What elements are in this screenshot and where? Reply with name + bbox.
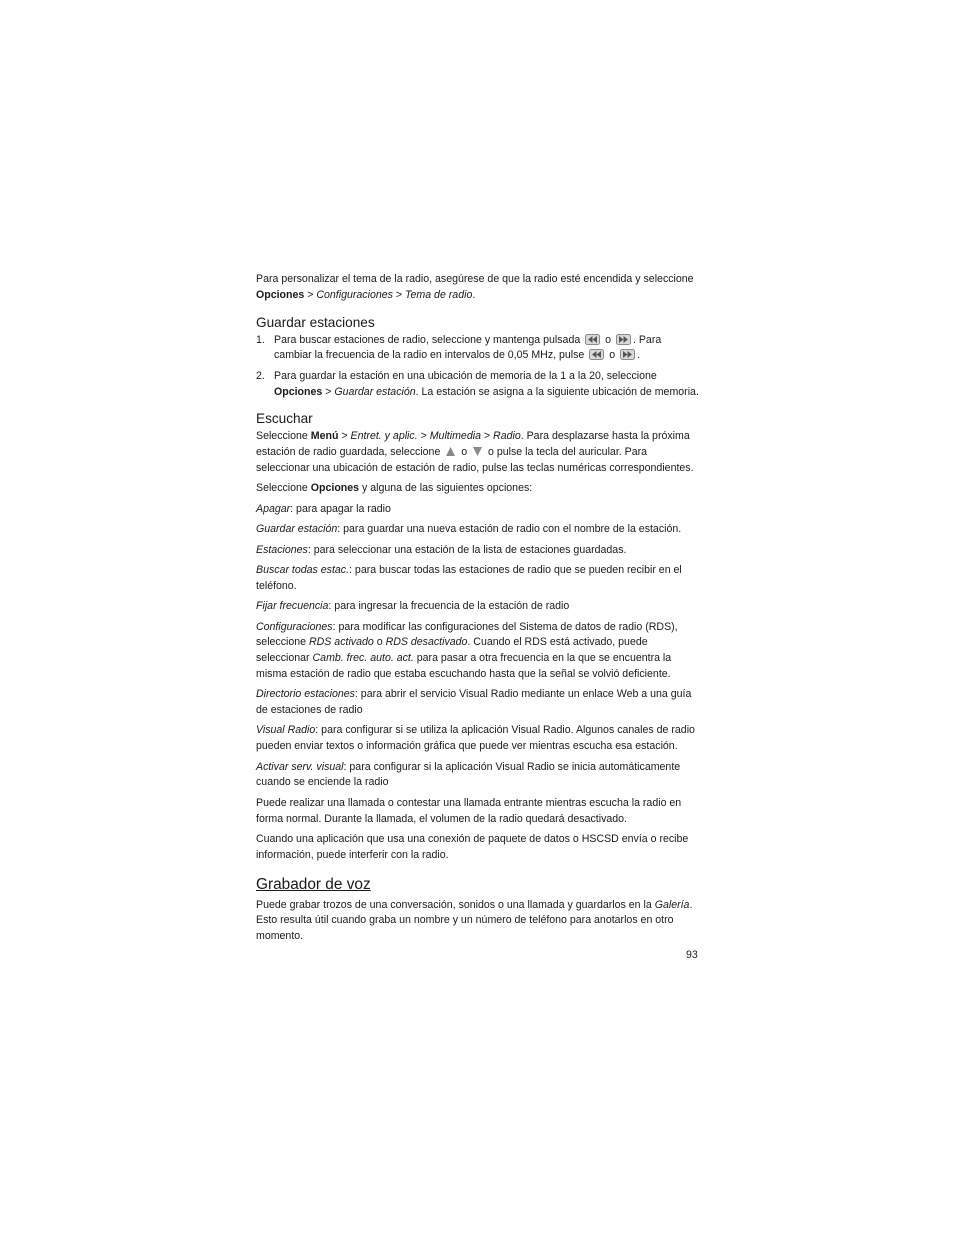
or-text: o bbox=[602, 333, 614, 346]
option-estaciones bbox=[256, 543, 701, 559]
option-desc: : para modificar las configuraciones del Sistema de datos de radio (RDS), seleccione bbox=[256, 620, 678, 649]
menu-multimedia: Multimedia bbox=[429, 430, 481, 443]
page-number: 93 bbox=[686, 949, 698, 961]
menu-radio: Radio bbox=[493, 430, 521, 443]
step-1 bbox=[256, 333, 701, 365]
option-term: Directorio estaciones bbox=[256, 688, 355, 701]
separator: > bbox=[304, 288, 317, 301]
menu-opciones: Opciones bbox=[256, 288, 305, 301]
option-desc: : para abrir el servicio Visual Radio mediante un enlace Web a una guía de estaciones de radio bbox=[256, 688, 692, 717]
option-desc: : para configurar si se utiliza la aplicación Visual Radio. Algunos canales de radio pueden enviar textos o información gráfica que puede ver mientras escucha esa estación. bbox=[256, 724, 695, 753]
step-text: . Para cambiar la frecuencia de la radio en intervalos de 0,05 MHz, pulse bbox=[274, 333, 662, 362]
or-text: o bbox=[606, 349, 619, 362]
intro-paragraph bbox=[256, 272, 701, 304]
menu-camb-frec: Camb. frec. auto. act. bbox=[312, 652, 414, 665]
page-content bbox=[256, 272, 701, 950]
separator: > bbox=[392, 288, 405, 301]
interference-paragraph: Cuando una aplicación que usa una conexión de paquete de datos o HSCSD envía o recibe información, puede interferir con la radio. bbox=[256, 833, 689, 861]
option-term: Guardar estación bbox=[256, 523, 338, 536]
fast-forward-icon bbox=[620, 349, 635, 360]
menu-entret: Entret. y aplic. bbox=[350, 430, 418, 443]
menu-opciones: Opciones bbox=[274, 385, 323, 398]
rewind-icon bbox=[585, 334, 600, 345]
option-desc: . Cuando el RDS está activado, puede seleccionar bbox=[256, 636, 648, 665]
escuchar-paragraph bbox=[256, 429, 701, 476]
separator: > bbox=[338, 430, 351, 443]
menu-configuraciones: Configuraciones bbox=[316, 288, 393, 301]
text: Seleccione bbox=[256, 430, 311, 443]
option-desc: : para ingresar la frecuencia de la estación de radio bbox=[328, 600, 570, 613]
option-desc: : para seleccionar una estación de la lista de estaciones guardadas. bbox=[307, 543, 627, 556]
step-text: Para buscar estaciones de radio, seleccione y mantenga pulsada bbox=[274, 333, 584, 346]
text: . Para desplazarse hasta la próxima estación de radio guardada, seleccione bbox=[256, 430, 690, 459]
heading-guardar-estaciones: Guardar estaciones bbox=[256, 314, 375, 330]
option-term: Activar serv. visual bbox=[256, 760, 344, 773]
menu-galeria: Galería bbox=[654, 898, 690, 911]
option-activar-serv bbox=[256, 760, 701, 792]
separator: > bbox=[322, 385, 335, 398]
step-number: 2. bbox=[256, 369, 265, 382]
text-end: . bbox=[472, 288, 476, 301]
option-term: Buscar todas estac. bbox=[256, 563, 350, 576]
option-desc: : para guardar una nueva estación de radio con el nombre de la estación. bbox=[337, 523, 682, 536]
separator: > bbox=[480, 430, 494, 443]
heading-grabador-de-voz: Grabador de voz bbox=[256, 875, 371, 893]
step-2 bbox=[256, 369, 701, 401]
text: . Esto resulta útil cuando graba un nombre y un número de teléfono para anotarlos en otro momento. bbox=[256, 898, 693, 943]
option-term: Configuraciones bbox=[256, 620, 333, 633]
menu-opciones: Opciones bbox=[310, 482, 360, 495]
option-fijar-frecuencia bbox=[256, 599, 701, 615]
menu-rds-activado: RDS activado bbox=[309, 636, 374, 649]
grabador-paragraph bbox=[256, 898, 701, 945]
step-text: . La estación se asigna a la siguiente ubicación de memoria. bbox=[415, 385, 699, 398]
step-text: . bbox=[637, 349, 641, 362]
option-term: Fijar frecuencia bbox=[256, 600, 329, 613]
option-term: Estaciones bbox=[256, 543, 308, 556]
rewind-icon bbox=[589, 349, 604, 360]
menu-menu: Menú bbox=[310, 430, 339, 443]
or-text: o bbox=[373, 636, 386, 649]
option-desc: : para apagar la radio bbox=[290, 502, 391, 515]
options-intro bbox=[256, 481, 701, 497]
separator: > bbox=[417, 430, 430, 443]
heading-escuchar: Escuchar bbox=[256, 411, 313, 427]
call-paragraph: Puede realizar una llamada o contestar una llamada entrante mientras escucha la radio en forma normal. Durante la llamada, el volumen de la radio quedará desactivado. bbox=[256, 796, 682, 825]
scroll-down-icon bbox=[472, 446, 483, 457]
option-desc: : para configurar si la aplicación Visual Radio se inicia automáticamente cuando se enciende la radio bbox=[256, 760, 681, 789]
step-text: Para guardar la estación en una ubicación de memoria de la 1 a la 20, seleccione bbox=[274, 369, 657, 382]
fast-forward-icon bbox=[616, 334, 631, 345]
option-desc: : para buscar todas las estaciones de radio que se pueden recibir en el teléfono. bbox=[256, 563, 682, 592]
option-apagar bbox=[256, 502, 701, 518]
option-configuraciones bbox=[256, 620, 701, 683]
menu-guardar-estacion: Guardar estación bbox=[334, 385, 416, 398]
menu-rds-desactivado: RDS desactivado bbox=[385, 636, 468, 649]
option-directorio bbox=[256, 687, 701, 719]
scroll-up-icon bbox=[445, 446, 456, 457]
steps-list bbox=[256, 333, 701, 401]
text: o pulse la tecla del auricular. Para seleccionar una ubicación de estación de radio, pulse las teclas numéricas correspondientes. bbox=[256, 446, 694, 474]
option-guardar-estacion bbox=[256, 522, 701, 538]
text: Seleccione bbox=[256, 482, 311, 495]
intro-text: Para personalizar el tema de la radio, asegúrese de que la radio esté encendida y seleccione bbox=[256, 273, 694, 285]
option-desc: para pasar a otra frecuencia en la que se encuentra la misma estación de radio que estaba escuchando hasta que la señal se volvió deficiente. bbox=[256, 652, 672, 680]
option-term: Apagar bbox=[256, 502, 291, 515]
option-term: Visual Radio bbox=[256, 724, 316, 737]
text: Puede grabar trozos de una conversación, sonidos o una llamada y guardarlos en la bbox=[256, 898, 655, 911]
text: y alguna de las siguientes opciones: bbox=[359, 482, 533, 495]
step-number: 1. bbox=[256, 333, 265, 346]
option-visual-radio bbox=[256, 723, 701, 755]
or-text: o bbox=[458, 446, 471, 459]
menu-tema-de-radio: Tema de radio bbox=[405, 288, 473, 301]
option-buscar-todas bbox=[256, 563, 701, 595]
